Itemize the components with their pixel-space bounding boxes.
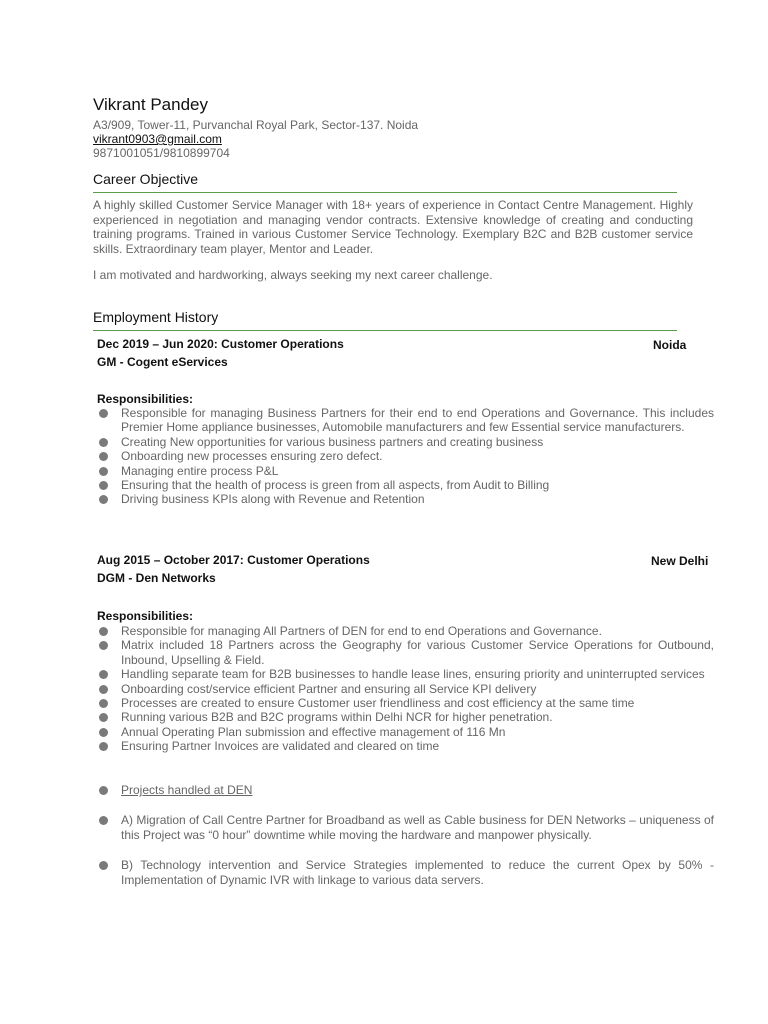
list-item-text: B) Technology intervention and Service Strategies implemented to reduce the current Opex by 50% - Implementation of Dynamic IVR with linkage to various data servers. <box>121 858 714 887</box>
list-item <box>97 464 714 478</box>
bullet-icon <box>99 467 108 476</box>
bullet-icon <box>99 627 108 636</box>
contact-block <box>93 118 418 160</box>
list-item-text: A) Migration of Call Centre Partner for Broadband as well as Cable business for DEN Networks – uniqueness of this Project was “0 hour” downtime while moving the hardware and manpower physically. <box>121 813 714 842</box>
list-item <box>97 682 714 696</box>
job-responsibilities-list <box>97 624 714 754</box>
candidate-name: Vikrant Pandey <box>93 95 208 114</box>
career-objective-heading: Career Objective <box>93 171 199 187</box>
list-item-text: Creating New opportunities for various business partners and creating business <box>121 434 544 449</box>
bullet-icon <box>99 452 108 461</box>
list-item-text: Ensuring Partner Invoices are validated and cleared on time <box>121 739 440 754</box>
address: A3/909, Tower-11, Purvanchal Royal Park, Sector-137. Noida <box>93 118 419 132</box>
bullet-icon <box>99 786 108 795</box>
list-item-text: Matrix included 18 Partners across the Geography for various Customer Service Operations for Outbound, Inbound, Upselling & Field. <box>121 638 714 667</box>
project-item <box>97 813 714 842</box>
responsibilities-label: Responsibilities: <box>97 392 194 406</box>
list-item-text: Running various B2B and B2C programs within Delhi NCR for higher penetration. <box>121 710 553 725</box>
list-item-text: Responsible for managing Business Partners for their end to end Operations and Governance. This includes Premier Home appliance businesses, Automobile manufacturers and few Essential service manufacturers. <box>121 406 714 435</box>
list-item-text: Annual Operating Plan submission and effective management of 116 Mn <box>121 724 506 739</box>
bullet-icon <box>99 641 108 650</box>
list-item <box>97 667 714 681</box>
list-item <box>97 710 714 724</box>
job-location: New Delhi <box>651 554 709 568</box>
list-item <box>97 858 714 887</box>
list-item <box>97 492 714 506</box>
list-item <box>97 478 714 492</box>
email-link[interactable]: vikrant0903@gmail.com <box>93 132 222 146</box>
list-item <box>97 406 714 435</box>
projects-link[interactable]: Projects handled at DEN <box>121 783 253 797</box>
job-period: Dec 2019 – Jun 2020: Customer Operations <box>97 337 344 351</box>
list-item-text: Ensuring that the health of process is green from all aspects, from Audit to Billing <box>121 478 550 493</box>
career-motivation-text: I am motivated and hardworking, always seeking my next career challenge. <box>93 268 493 282</box>
list-item <box>97 725 714 739</box>
bullet-icon <box>99 495 108 504</box>
list-item <box>97 813 714 842</box>
job-period: Aug 2015 – October 2017: Customer Operations <box>97 553 370 567</box>
job-location: Noida <box>653 338 687 352</box>
employment-history-heading: Employment History <box>93 309 219 325</box>
list-item <box>97 783 714 798</box>
responsibilities-label: Responsibilities: <box>97 609 194 623</box>
list-item <box>97 638 714 667</box>
project-item <box>97 858 714 887</box>
job-role: GM - Cogent eServices <box>97 355 228 369</box>
list-item-text: Onboarding new processes ensuring zero defect. <box>121 449 383 464</box>
list-item-text: Processes are created to ensure Customer user friendliness and cost efficiency at the same time <box>121 696 635 711</box>
bullet-icon <box>99 670 108 679</box>
list-item-text: Driving business KPIs along with Revenue and Retention <box>121 492 425 507</box>
section-divider <box>93 330 677 331</box>
job-role: DGM - Den Networks <box>97 571 216 585</box>
list-item-text: Responsible for managing All Partners of DEN for end to end Operations and Governance. <box>121 624 602 638</box>
bullet-icon <box>99 438 108 447</box>
list-item <box>97 624 714 638</box>
bullet-icon <box>99 816 108 825</box>
job-responsibilities-list <box>97 406 714 507</box>
career-objective-text: A highly skilled Customer Service Manager with 18+ years of experience in Contact Centre Management. Highly experienced in negotiation and managing vendor contracts. Extensive knowledge of creating and conducting training programs. Trained in various Customer Service Technology. Exemplary B2C and B2B customer service skills. Extraordinary team player, Mentor and Leader. <box>93 198 693 256</box>
bullet-icon <box>99 713 108 722</box>
list-item <box>97 696 714 710</box>
bullet-icon <box>99 481 108 490</box>
phone: 9871001051/9810899704 <box>93 146 230 160</box>
bullet-icon <box>99 742 108 751</box>
section-divider <box>93 192 677 193</box>
list-item-text: Onboarding cost/service efficient Partner and ensuring all Service KPI delivery <box>121 681 537 696</box>
bullet-icon <box>99 685 108 694</box>
list-item <box>97 435 714 449</box>
bullet-icon <box>99 409 108 418</box>
bullet-icon <box>99 728 108 737</box>
bullet-icon <box>99 861 108 870</box>
list-item <box>97 739 714 753</box>
bullet-icon <box>99 699 108 708</box>
list-item-text: Handling separate team for B2B businesses to handle lease lines, ensuring priority and uninterrupted services <box>121 667 705 682</box>
projects-label-row <box>97 783 714 798</box>
list-item <box>97 449 714 463</box>
list-item-text: Managing entire process P&L <box>121 463 279 478</box>
